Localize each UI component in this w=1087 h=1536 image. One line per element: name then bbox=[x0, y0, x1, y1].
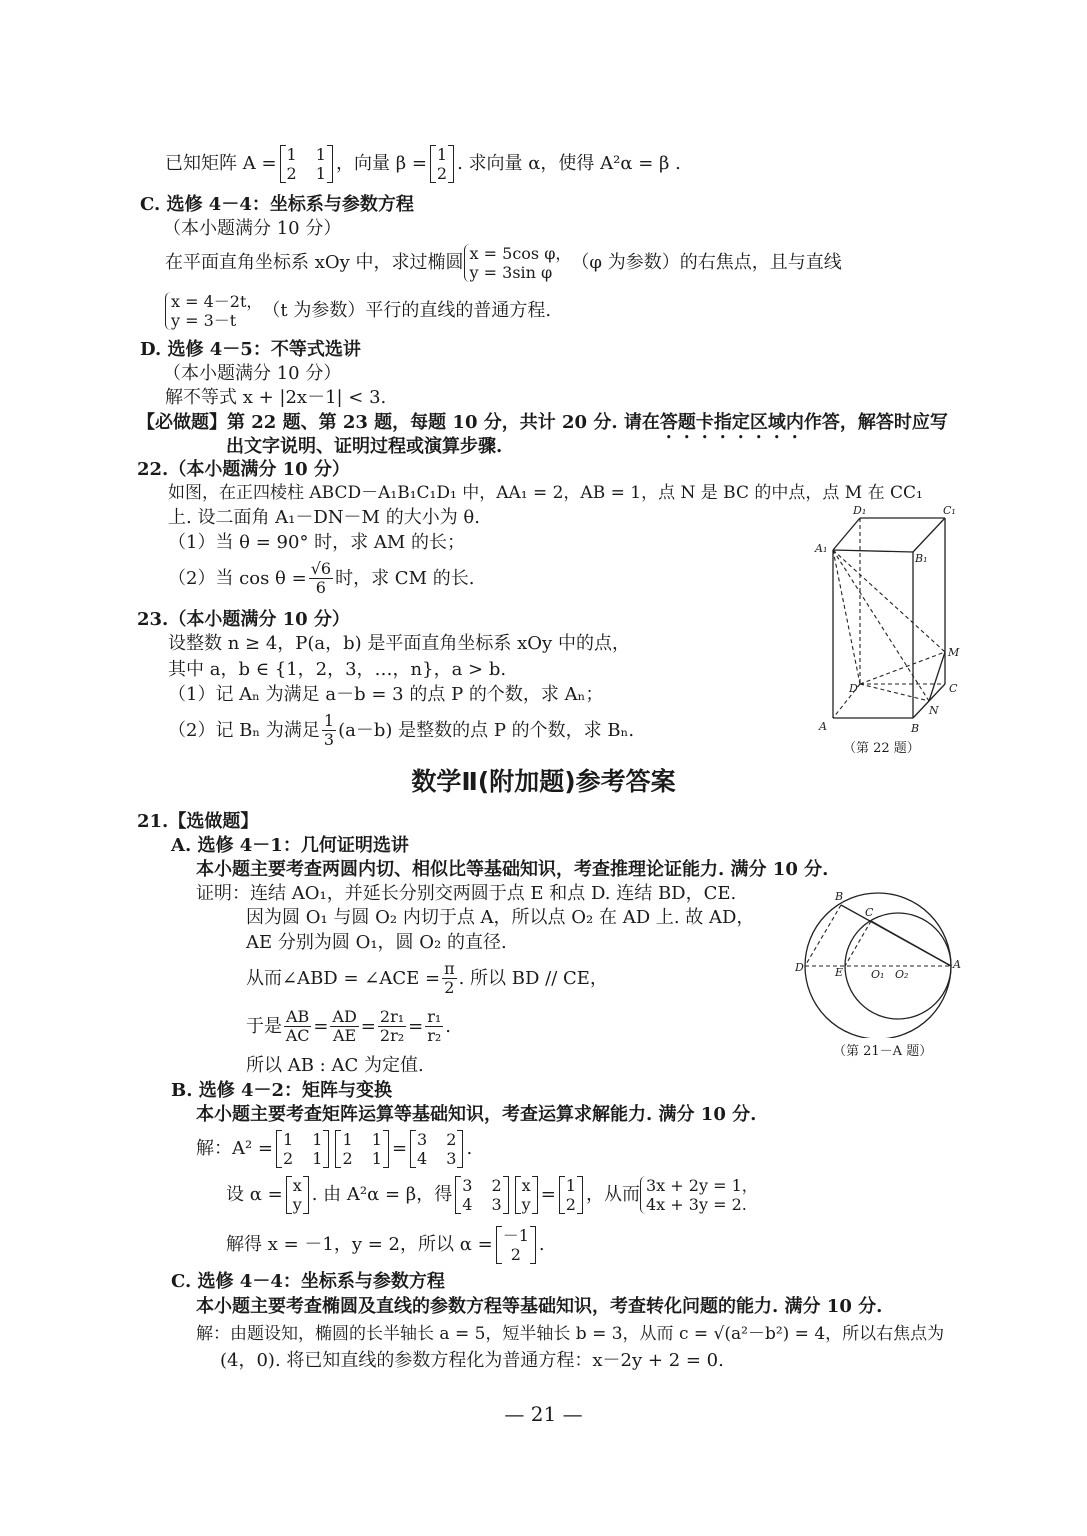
figure-21a-caption: （第 21－A 题） bbox=[833, 1044, 933, 1059]
section-d-text: 解不等式 x + |2x－1| < 3. bbox=[165, 387, 387, 408]
answer-b-step-3: 解得 x = －1，y = 2，所以 α = －1 2 . bbox=[226, 1226, 545, 1265]
s21-title: 21.【选做题】 bbox=[137, 811, 259, 832]
label-a1: A₁ bbox=[815, 542, 828, 555]
q22-title: 22.（本小题满分 10 分） bbox=[137, 459, 350, 480]
q22-text-2: 上. 设二面角 A₁－DN－M 的大小为 θ. bbox=[168, 507, 480, 528]
matrix-question-line: 已知矩阵 A = 1 1 2 1 ，向量 β = 1 2 . 求向量 α，使得 A²α = β . bbox=[165, 145, 681, 184]
label-a: A bbox=[819, 720, 827, 733]
answer-b-desc: 本小题主要考查矩阵运算等基础知识，考查运算求解能力. 满分 10 分. bbox=[196, 1104, 757, 1125]
answer-a-proof-5: 于是 $\frac{AB}{AC}$ = $\frac{AD}{AE}$ = $\frac{\text{2r₁}}{\text{2r₂}}$ = $\frac{\text{r₁}}{\text{r₂}}$ . bbox=[246, 1007, 452, 1046]
label-n: N bbox=[929, 704, 939, 717]
label-c: C bbox=[949, 682, 958, 695]
section-d-title: D. 选修 4－5：不等式选讲 bbox=[140, 339, 361, 360]
label-o2: O₂ bbox=[895, 968, 909, 981]
answer-a-proof-1: 证明：连结 AO₁，并延长分别交两圆于点 E 和点 D. 连结 BD，CE. bbox=[196, 883, 737, 904]
label-b: B bbox=[835, 890, 844, 903]
section-c-text-2: x = 4－2t， y = 3－t （t 为参数）平行的直线的普通方程. bbox=[165, 292, 551, 330]
answer-c-step-1: 解：由题设知，椭圆的长半轴长 a = 5，短半轴长 b = 3，从而 c = √(a²－b²) = 4，所以右焦点为 bbox=[196, 1324, 945, 1344]
label-o1: O₁ bbox=[871, 968, 885, 981]
section-d-score: （本小题满分 10 分） bbox=[163, 363, 342, 384]
answer-a-proof-4: 从而∠ABD = ∠ACE = $\frac{\pi}{2}$ . 所以 BD // CE， bbox=[246, 959, 608, 998]
figure-21a-circles bbox=[795, 888, 967, 1038]
q22-part-1: （1）当 θ = 90° 时，求 AM 的长； bbox=[168, 532, 466, 553]
label-d: D bbox=[849, 682, 858, 695]
label-d1: D₁ bbox=[853, 504, 867, 517]
answer-b-step-2: 设 α = x y . 由 A²α = β，得 3 2 4 3 x y = 1 2 ，从而 3x + 2y = 1， 4x + 3y = 2. bbox=[226, 1176, 758, 1215]
section-c-score: （本小题满分 10 分） bbox=[163, 218, 342, 239]
required-questions-note-2: 出文字说明、证明过程或演算步骤. bbox=[226, 436, 503, 457]
q23-title: 23.（本小题满分 10 分） bbox=[137, 609, 350, 630]
label-d: D bbox=[795, 961, 804, 974]
label-b1: B₁ bbox=[915, 552, 928, 565]
label-b: B bbox=[911, 722, 920, 735]
page-number: — 21 — bbox=[504, 1402, 583, 1426]
label-a: A bbox=[953, 958, 961, 971]
label-m: M bbox=[948, 646, 960, 659]
answers-heading: 数学Ⅱ(附加题)参考答案 bbox=[411, 767, 676, 796]
answer-c-desc: 本小题主要考查椭圆及直线的参数方程等基础知识，考查转化问题的能力. 满分 10 分. bbox=[196, 1296, 883, 1317]
label-c: C bbox=[865, 906, 874, 919]
section-c-text-1: 在平面直角坐标系 xOy 中，求过椭圆 x = 5cos φ， y = 3sin φ （φ 为参数）的右焦点，且与直线 bbox=[165, 244, 842, 283]
answer-a-proof-3: AE 分别为圆 O₁，圆 O₂ 的直径. bbox=[246, 932, 507, 953]
label-c1: C₁ bbox=[943, 504, 956, 517]
answer-a-proof-2: 因为圆 O₁ 与圆 O₂ 内切于点 A，所以点 O₂ 在 AD 上. 故 AD， bbox=[246, 907, 755, 928]
q23-text-1: 设整数 n ≥ 4，P(a，b) 是平面直角坐标系 xOy 中的点， bbox=[168, 633, 630, 654]
label-e: E bbox=[835, 966, 844, 979]
answer-c-step-2: (4，0). 将已知直线的参数方程化为普通方程：x－2y + 2 = 0. bbox=[220, 1350, 724, 1371]
figure-22-prism bbox=[805, 502, 975, 738]
answer-a-desc: 本小题主要考查两圆内切、相似比等基础知识，考查推理论证能力. 满分 10 分. bbox=[196, 859, 829, 880]
figure-22-caption: （第 22 题） bbox=[843, 741, 920, 756]
answer-a-proof-6: 所以 AB : AC 为定值. bbox=[246, 1055, 424, 1076]
q23-part-1: （1）记 Aₙ 为满足 a－b = 3 的点 P 的个数，求 Aₙ； bbox=[168, 684, 604, 705]
q22-part-2: （2）当 cos θ = $\frac{√6}{6}$ 时，求 CM 的长. bbox=[168, 559, 475, 598]
q22-text-1: 如图，在正四棱柱 ABCD－A₁B₁C₁D₁ 中，AA₁ = 2，AB = 1，点 N 是 BC 的中点，点 M 在 CC₁ bbox=[168, 483, 923, 503]
required-questions-note: 【必做题】第 22 题、第 23 题，每题 10 分，共计 20 分. 请在答题卡指定区域内作答，解答时应写 bbox=[137, 412, 948, 433]
answer-b-title: B. 选修 4－2：矩阵与变换 bbox=[171, 1080, 393, 1101]
section-c-title: C. 选修 4－4：坐标系与参数方程 bbox=[140, 194, 414, 215]
q23-text-2: 其中 a，b ∈ {1，2，3，…，n}，a > b. bbox=[168, 659, 507, 680]
answer-b-step-1: 解：A² = 1 1 2 1 1 1 2 1 = 3 2 4 3 . bbox=[196, 1130, 473, 1169]
q23-part-2: （2）记 Bₙ 为满足 $\frac{1}{3}$ (a－b) 是整数的点 P 的个数，求 Bₙ. bbox=[168, 711, 635, 750]
answer-a-title: A. 选修 4－1：几何证明选讲 bbox=[171, 835, 409, 856]
answer-c-title: C. 选修 4－4：坐标系与参数方程 bbox=[171, 1271, 445, 1292]
